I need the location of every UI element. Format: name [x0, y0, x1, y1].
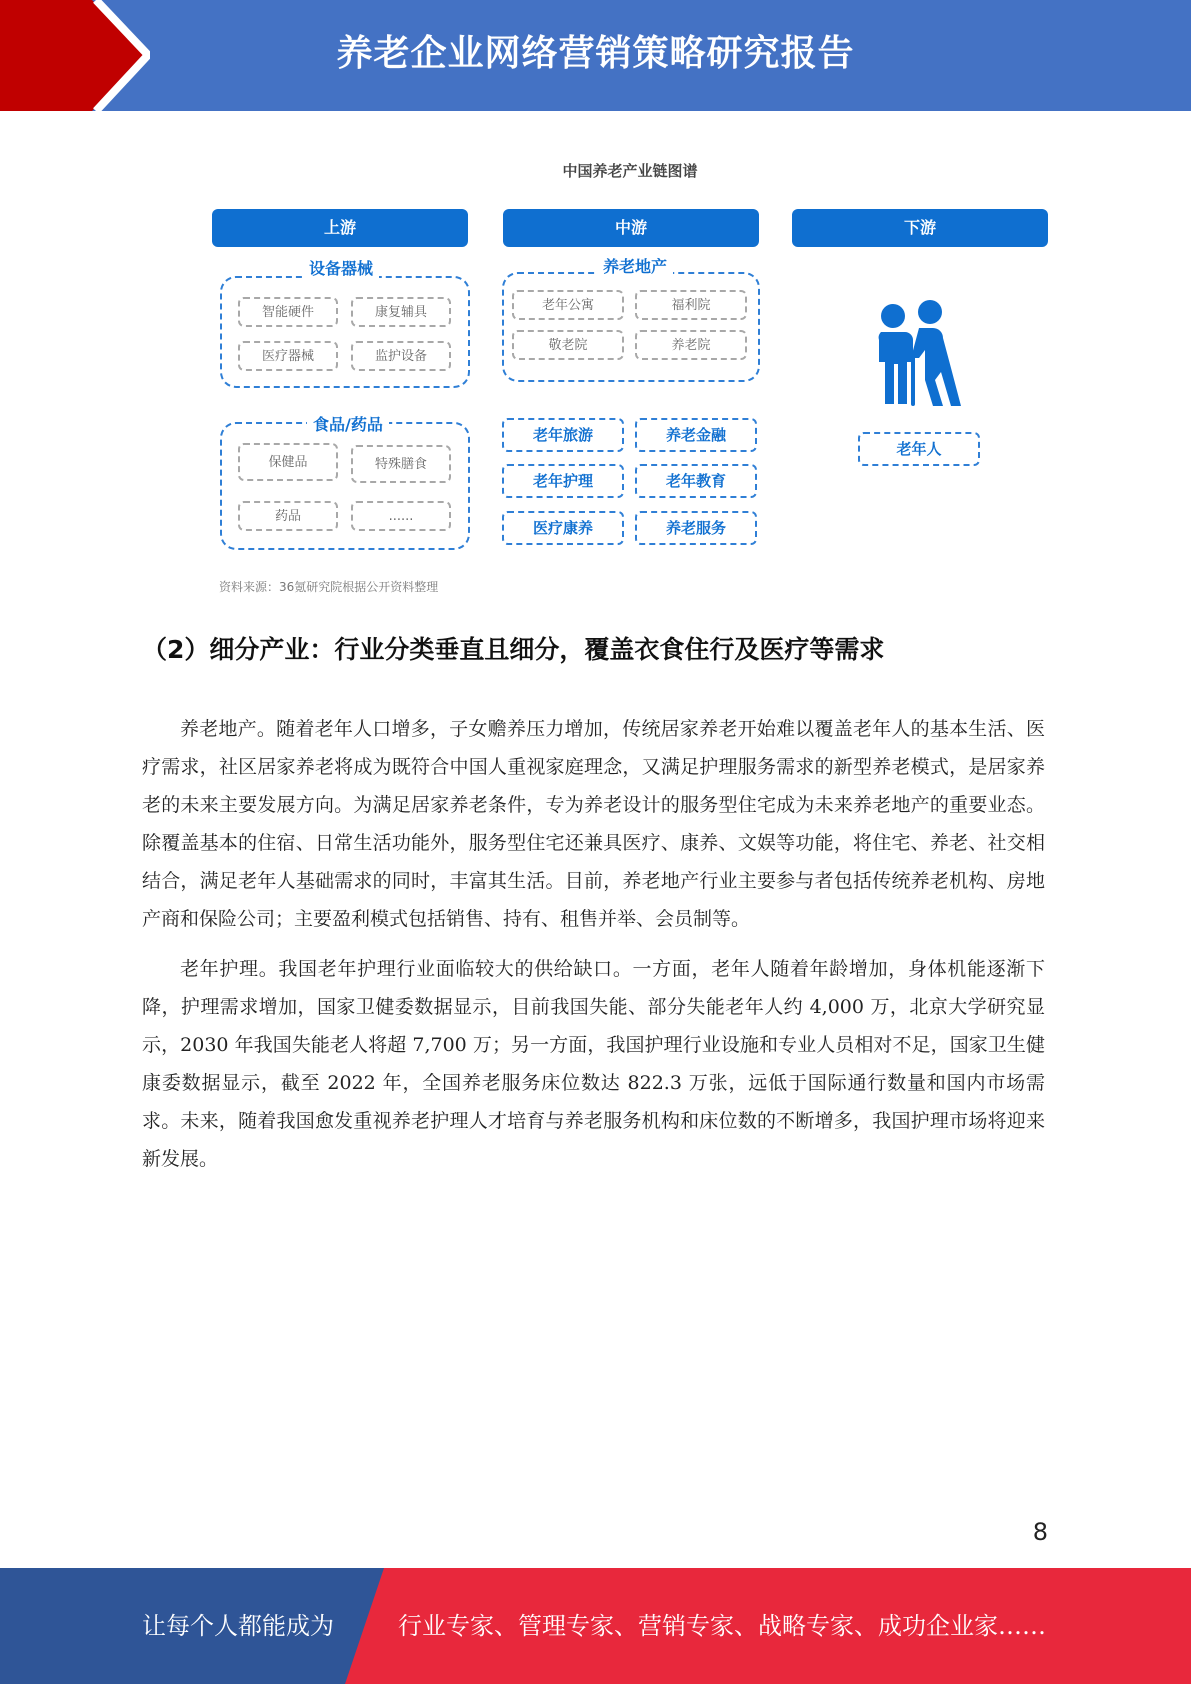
paragraph-real-estate: 养老地产。随着老年人口增多，子女赡养压力增加，传统居家养老开始难以覆盖老年人的基本生活、医疗需求，社区居家养老将成为既符合中国人重视家庭理念，又满足护理服务需求的新型养老模式，是居家养老的未来主要发展方向。为满足居家养老条件，专为养老设计的服务型住宅成为未来养老地产的重要业态。除覆盖基本的住宿、日常生活功能外，服务型住宅还兼具医疗、康养、文娱等功能，将住宅、养老、社交相结合，满足老年人基础需求的同时，丰富其生活。目前，养老地产行业主要参与者包括传统养老机构、房地产商和保险公司；主要盈利模式包括销售、持有、租售并举、会员制等。 — [142, 718, 1045, 930]
page-header — [0, 0, 1191, 111]
tag-senior-education: 老年教育 — [635, 464, 757, 498]
tag-senior-care: 老年护理 — [502, 464, 624, 498]
chip-rehab-aids: 康复辅具 — [351, 297, 451, 327]
tag-elderly: 老年人 — [858, 432, 980, 466]
stage-downstream: 下游 — [792, 209, 1048, 247]
tag-medical-wellness: 医疗康养 — [502, 511, 624, 545]
section-heading: （2）细分产业：行业分类垂直且细分，覆盖衣食住行及医疗等需求 — [142, 635, 885, 664]
group-realestate — [502, 272, 760, 382]
page-number: 8 — [1032, 1518, 1048, 1546]
group-equipment-label: 设备器械 — [303, 256, 379, 279]
report-title: 养老企业网络营销策略研究报告 — [336, 33, 855, 74]
chip-etc: ...... — [351, 501, 451, 531]
chip-medicine: 药品 — [238, 501, 338, 531]
footer-slogan-right: 行业专家、管理专家、营销专家、战略专家、成功企业家…… — [398, 1612, 1046, 1640]
industry-chain-diagram — [200, 150, 1060, 610]
chip-special-diet: 特殊膳食 — [351, 445, 451, 483]
tag-pension-finance: 养老金融 — [635, 418, 757, 452]
chip-senior-apartment: 老年公寓 — [512, 290, 624, 320]
chip-monitoring-devices: 监护设备 — [351, 341, 451, 371]
paragraph-senior-care: 老年护理。我国老年护理行业面临较大的供给缺口。一方面，老年人随着年龄增加，身体机能逐渐下降，护理需求增加，国家卫健委数据显示，目前我国失能、部分失能老年人约 4,000 万，北京大学研究显示，2030 年我国失能老人将超 7,700 万；另一方面，我国护理行业设施和专业人员相对不足，国家卫生健康委数据显示，截至 2022 年，全国养老服务床位数达 822.3 万张，远低于国际通行数量和国内市场需求。未来，随着我国愈发重视养老护理人才培育与养老服务机构和床位数的不断增多，我国护理市场将迎来新发展。 — [142, 958, 1045, 1170]
footer-slogan-left: 让每个人都能成为 — [142, 1612, 334, 1640]
group-realestate-label: 养老地产 — [597, 254, 673, 277]
stage-midstream: 中游 — [503, 209, 759, 247]
elderly-people-icon — [863, 298, 969, 408]
chip-smart-hardware: 智能硬件 — [238, 297, 338, 327]
tag-senior-travel: 老年旅游 — [502, 418, 624, 452]
stage-upstream: 上游 — [212, 209, 468, 247]
chip-welfare-home: 福利院 — [635, 290, 747, 320]
chip-respect-home: 敬老院 — [512, 330, 624, 360]
chip-nursing-home: 养老院 — [635, 330, 747, 360]
group-food-medicine-label: 食品/药品 — [307, 412, 389, 435]
diagram-title: 中国养老产业链图谱 — [562, 162, 698, 180]
group-equipment — [220, 276, 470, 388]
chip-health-products: 保健品 — [238, 443, 338, 481]
page-footer — [0, 1568, 1191, 1684]
diagram-source: 资料来源：36氪研究院根据公开资料整理 — [219, 580, 439, 594]
tag-elderly-services: 养老服务 — [635, 511, 757, 545]
chip-medical-devices: 医疗器械 — [238, 341, 338, 371]
